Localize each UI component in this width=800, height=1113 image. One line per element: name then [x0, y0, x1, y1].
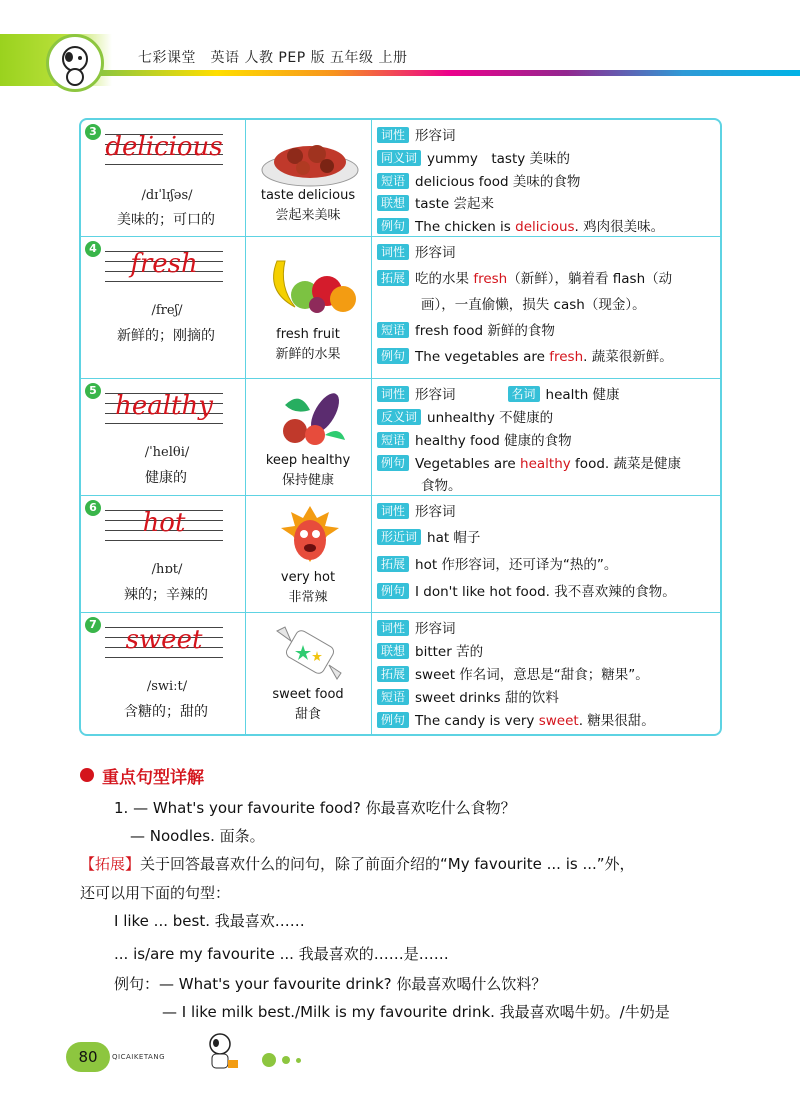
- vocab-row-delicious: [81, 120, 720, 237]
- vocab-word: fresh: [130, 249, 198, 279]
- page-number: 80: [66, 1042, 110, 1072]
- sentence-line: 例句：— What's your favourite drink? 你最喜欢喝什么饮料？: [114, 975, 547, 993]
- detail-line: 食物。: [421, 478, 462, 494]
- vocabulary-table: [79, 118, 722, 736]
- image-caption-cn: 甜食: [294, 707, 321, 722]
- vegetables-image: [255, 385, 365, 445]
- image-caption-cn: 新鲜的水果: [275, 347, 341, 362]
- detail-line: 拓展 吃的水果 fresh（新鲜），躺着看 flash（动: [377, 267, 672, 287]
- phonetic: /swiːt/: [146, 679, 188, 694]
- example-line: 例句 The candy is very sweet. 糖果很甜。: [377, 709, 655, 729]
- example-line: 例句 The vegetables are fresh. 蔬菜很新鲜。: [377, 345, 673, 365]
- detail-line: 短语 healthy food 健康的食物: [377, 429, 572, 449]
- image-caption-en: keep healthy: [265, 453, 351, 468]
- decor-dot: [262, 1053, 276, 1067]
- sentence-line: 还可以用下面的句型：: [80, 884, 231, 902]
- image-caption-cn: 尝起来美味: [275, 208, 341, 223]
- sentence-line: — I like milk best./Milk is my favourite drink. 我最喜欢喝牛奶。/牛奶是: [162, 1003, 670, 1021]
- vocab-word: delicious: [105, 132, 223, 162]
- decor-dot: [282, 1056, 290, 1064]
- example-line: 例句 I don't like hot food. 我不喜欢辣的食物。: [377, 580, 676, 600]
- detail-line: 短语 delicious food 美味的食物: [377, 170, 580, 190]
- footer-brand: QICAIKETANG: [112, 1053, 166, 1061]
- image-caption-en: sweet food: [272, 687, 344, 702]
- sentence-line: 1. — What's your favourite food? 你最喜欢吃什么食物？: [114, 799, 516, 817]
- image-caption-cn: 保持健康: [281, 473, 334, 488]
- extension-line: 【拓展】关于回答最喜欢什么的问句，除了前面介绍的“My favourite ... is ...”外，: [80, 855, 635, 873]
- meaning: 含糖的；甜的: [124, 704, 208, 720]
- vocab-row-sweet: [81, 613, 720, 734]
- detail-line: 形近词 hat 帽子: [377, 526, 480, 546]
- fried-chicken-plate-image: [255, 132, 365, 192]
- row-number: 3: [85, 124, 101, 140]
- detail-line: 词性 形容词: [377, 617, 456, 637]
- section-title: 重点句型详解: [102, 768, 204, 788]
- detail-line: 同义词 yummy tasty 美味的: [377, 147, 570, 167]
- detail-line: 词性 形容词: [377, 500, 456, 520]
- meaning: 辣的；辛辣的: [124, 587, 208, 603]
- phonetic: /ˈhelθi/: [144, 445, 190, 460]
- image-caption-en: taste delicious: [260, 188, 356, 203]
- candy-image: [255, 621, 365, 681]
- detail-line: 画），一直偷懒，损失 cash（现金）。: [421, 297, 646, 313]
- image-caption-en: very hot: [280, 570, 336, 585]
- detail-line: 拓展 hot 作形容词，还可译为“热的”。: [377, 553, 617, 573]
- detail-line: 词性 形容词: [377, 124, 456, 144]
- image-caption-en: fresh fruit: [276, 327, 340, 342]
- header-title: 七彩课堂 英语 人教 PEP 版 五年级 上册: [138, 50, 408, 66]
- vocab-word: sweet: [125, 625, 203, 655]
- detail-line: 词性 形容词: [377, 241, 456, 261]
- section-bullet-icon: [80, 768, 94, 782]
- sentence-line: I like ... best. 我最喜欢……: [114, 912, 305, 930]
- hot-pepper-character-image: [255, 502, 365, 562]
- detail-line: 词性 形容词 名词 health 健康: [377, 383, 620, 403]
- row-number: 4: [85, 241, 101, 257]
- row-number: 6: [85, 500, 101, 516]
- phonetic: /freʃ/: [151, 303, 183, 318]
- panda-mascot-icon: [46, 34, 104, 92]
- sentence-line: — Noodles. 面条。: [130, 827, 265, 845]
- example-line: 例句 Vegetables are healthy food. 蔬菜是健康: [377, 452, 681, 472]
- fruit-image: [255, 251, 365, 311]
- example-line: 例句 The chicken is delicious. 鸡肉很美味。: [377, 215, 664, 235]
- image-caption-cn: 非常辣: [288, 590, 328, 605]
- detail-line: 拓展 sweet 作名词，意思是“甜食；糖果”。: [377, 663, 649, 683]
- meaning: 新鲜的；刚摘的: [117, 328, 215, 344]
- detail-line: 联想 bitter 苦的: [377, 640, 483, 660]
- phonetic: /dɪˈlɪʃəs/: [141, 188, 193, 203]
- detail-line: 联想 taste 尝起来: [377, 192, 494, 212]
- vocab-row-healthy: [81, 379, 720, 496]
- sentence-line: ... is/are my favourite ... 我最喜欢的……是……: [114, 945, 449, 963]
- row-number: 7: [85, 617, 101, 633]
- detail-line: 短语 fresh food 新鲜的食物: [377, 319, 555, 339]
- detail-line: 反义词 unhealthy 不健康的: [377, 406, 553, 426]
- phonetic: /hɒt/: [151, 562, 183, 577]
- vocab-row-fresh: [81, 237, 720, 379]
- row-number: 5: [85, 383, 101, 399]
- panda-mascot-icon: [196, 1030, 246, 1076]
- header-rainbow-stripe: [100, 70, 800, 76]
- vocab-word: healthy: [115, 391, 213, 421]
- meaning: 美味的；可口的: [117, 212, 215, 228]
- detail-line: 短语 sweet drinks 甜的饮料: [377, 686, 559, 706]
- vocab-row-hot: [81, 496, 720, 613]
- vocab-word: hot: [142, 508, 186, 538]
- decor-dot: [296, 1058, 301, 1063]
- meaning: 健康的: [145, 470, 187, 486]
